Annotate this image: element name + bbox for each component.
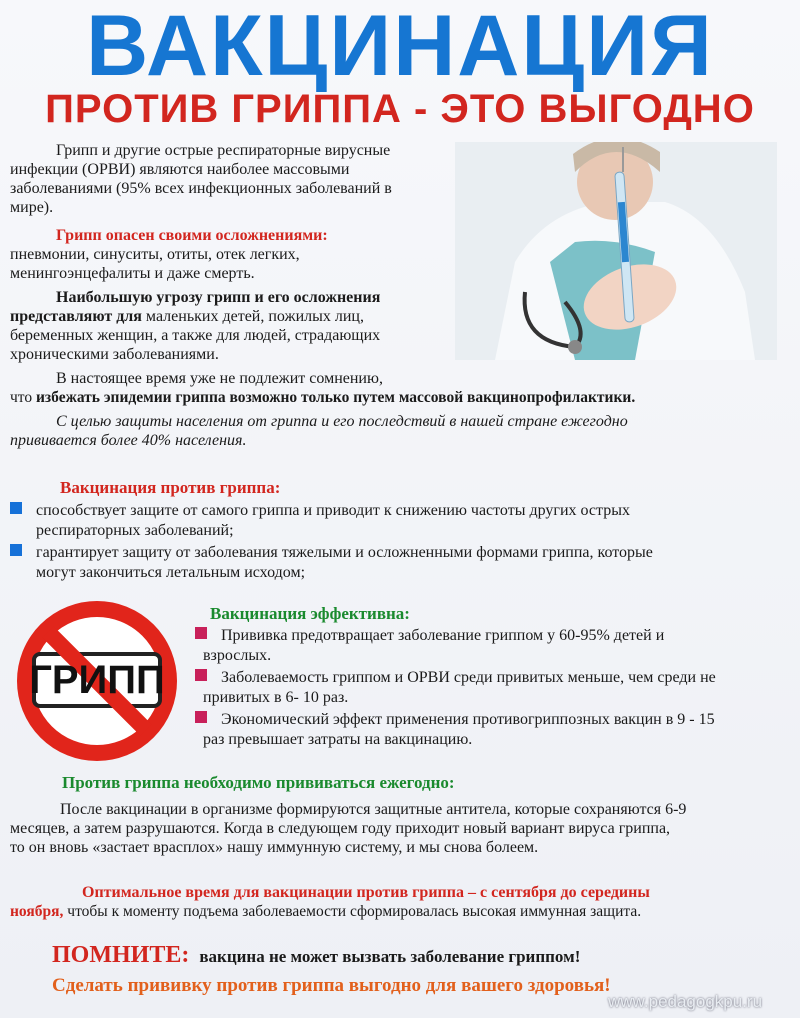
text-line: хроническими заболеваниями. xyxy=(10,346,219,363)
text-line: респираторных заболеваний; xyxy=(36,522,234,539)
text-line: Экономический эффект применения противогриппозных вакцин в 9 - 15 xyxy=(221,711,715,728)
effective-heading: Вакцинация эффективна: xyxy=(210,604,410,623)
page-subtitle: ПРОТИВ ГРИППА - ЭТО ВЫГОДНО xyxy=(45,87,755,131)
effective-item xyxy=(195,710,787,750)
intro-paragraph-5 xyxy=(10,412,780,450)
text-line: мире). xyxy=(10,199,54,216)
vaccination-heading: Вакцинация против гриппа: xyxy=(60,478,281,497)
text-line: Заболеваемость гриппом и ОРВИ среди привитых меньше, чем среди не xyxy=(221,669,716,686)
text-line: Прививка предотвращает заболевание гриппом у 60-95% детей и xyxy=(221,627,665,644)
text-line xyxy=(10,307,450,326)
square-bullet-icon xyxy=(195,669,207,681)
complications-heading: Грипп опасен своими осложнениями: xyxy=(56,227,328,244)
text-regular: что xyxy=(10,389,36,406)
remember-text: вакцина не может вызвать заболевание гриппом! xyxy=(199,947,581,966)
remember-label: ПОМНИТЕ: xyxy=(52,942,190,968)
page-title: ВАКЦИНАЦИЯ xyxy=(86,0,714,94)
text-line: Оптимальное время для вакцинации против гриппа – с сентября до середины xyxy=(82,884,650,901)
text-line: способствует защите от самого гриппа и приводит к снижению частоты других острых xyxy=(36,502,630,519)
yearly-paragraph xyxy=(10,800,785,857)
square-bullet-icon xyxy=(195,711,207,723)
vaccination-item xyxy=(10,501,790,541)
no-flu-sign xyxy=(12,596,182,766)
text-line: то он вновь «застает врасплох» нашу иммунную систему, и мы снова болеем. xyxy=(10,839,539,856)
text-regular: чтобы к моменту подъема заболеваемости сформировалась высокая иммунная защита. xyxy=(63,903,642,920)
final-slogan: Сделать прививку против гриппа выгодно для вашего здоровья! xyxy=(52,975,611,996)
text-line: В настоящее время уже не подлежит сомнению, xyxy=(56,370,383,387)
text-line: привитых в 6- 10 раз. xyxy=(203,689,349,706)
square-bullet-icon xyxy=(10,544,22,556)
text-bold: представляют для xyxy=(10,308,142,325)
intro-paragraph-3 xyxy=(10,288,450,364)
text-line: После вакцинации в организме формируются защитные антитела, которые сохраняются 6-9 xyxy=(60,801,687,818)
intro-paragraph-2 xyxy=(10,226,450,283)
text-regular: маленьких детей, пожилых лиц, xyxy=(141,308,364,325)
text-line: месяцев, а затем разрушаются. Когда в следующем году приходит новый вариант вируса гриппа, xyxy=(10,820,671,837)
text-line: менингоэнцефалиты и даже смерть. xyxy=(10,265,255,282)
text-line: прививается более 40% населения. xyxy=(10,432,247,449)
text-line xyxy=(10,388,780,407)
square-bullet-icon xyxy=(10,502,22,514)
intro-paragraph-1 xyxy=(10,141,450,217)
text-bold: избежать эпидемии гриппа возможно только путем массовой вакцинопрофилактики. xyxy=(36,389,636,406)
text-line: раз превышает затраты на вакцинацию. xyxy=(203,731,473,748)
yearly-heading: Против гриппа необходимо прививаться ежегодно: xyxy=(62,773,455,792)
text-line: Наибольшую угрозу грипп и его осложнения xyxy=(56,289,381,306)
text-line xyxy=(10,902,790,921)
text-line: взрослых. xyxy=(203,647,272,664)
flu-sign-text: ГРИПП xyxy=(29,658,165,702)
site-watermark: www.pedagogkpu.ru xyxy=(608,992,763,1011)
text-line: заболеваниями (95% всех инфекционных заболеваний в xyxy=(10,180,392,197)
doctor-syringe-photo xyxy=(455,142,777,360)
text-line: могут закончиться летальным исходом; xyxy=(36,564,306,581)
text-line: С целью защиты населения от гриппа и его последствий в нашей стране ежегодно xyxy=(56,413,628,430)
text-line: беременных женщин, а также для людей, страдающих xyxy=(10,327,381,344)
square-bullet-icon xyxy=(195,627,207,639)
effective-item xyxy=(195,626,787,666)
text-line: пневмонии, синуситы, отиты, отек легких, xyxy=(10,246,300,263)
effective-item xyxy=(195,668,787,708)
text-red: ноября, xyxy=(10,903,64,920)
text-line: Грипп и другие острые респираторные вирусные xyxy=(56,142,391,159)
vaccination-item xyxy=(10,543,790,583)
text-line: инфекции (ОРВИ) являются наиболее массовыми xyxy=(10,161,350,178)
text-line: гарантирует защиту от заболевания тяжелыми и осложненными формами гриппа, которые xyxy=(36,544,653,561)
remember-line xyxy=(52,942,792,969)
optimal-time-paragraph xyxy=(10,883,790,921)
intro-paragraph-4 xyxy=(10,369,780,407)
doctor-illustration xyxy=(455,142,777,360)
